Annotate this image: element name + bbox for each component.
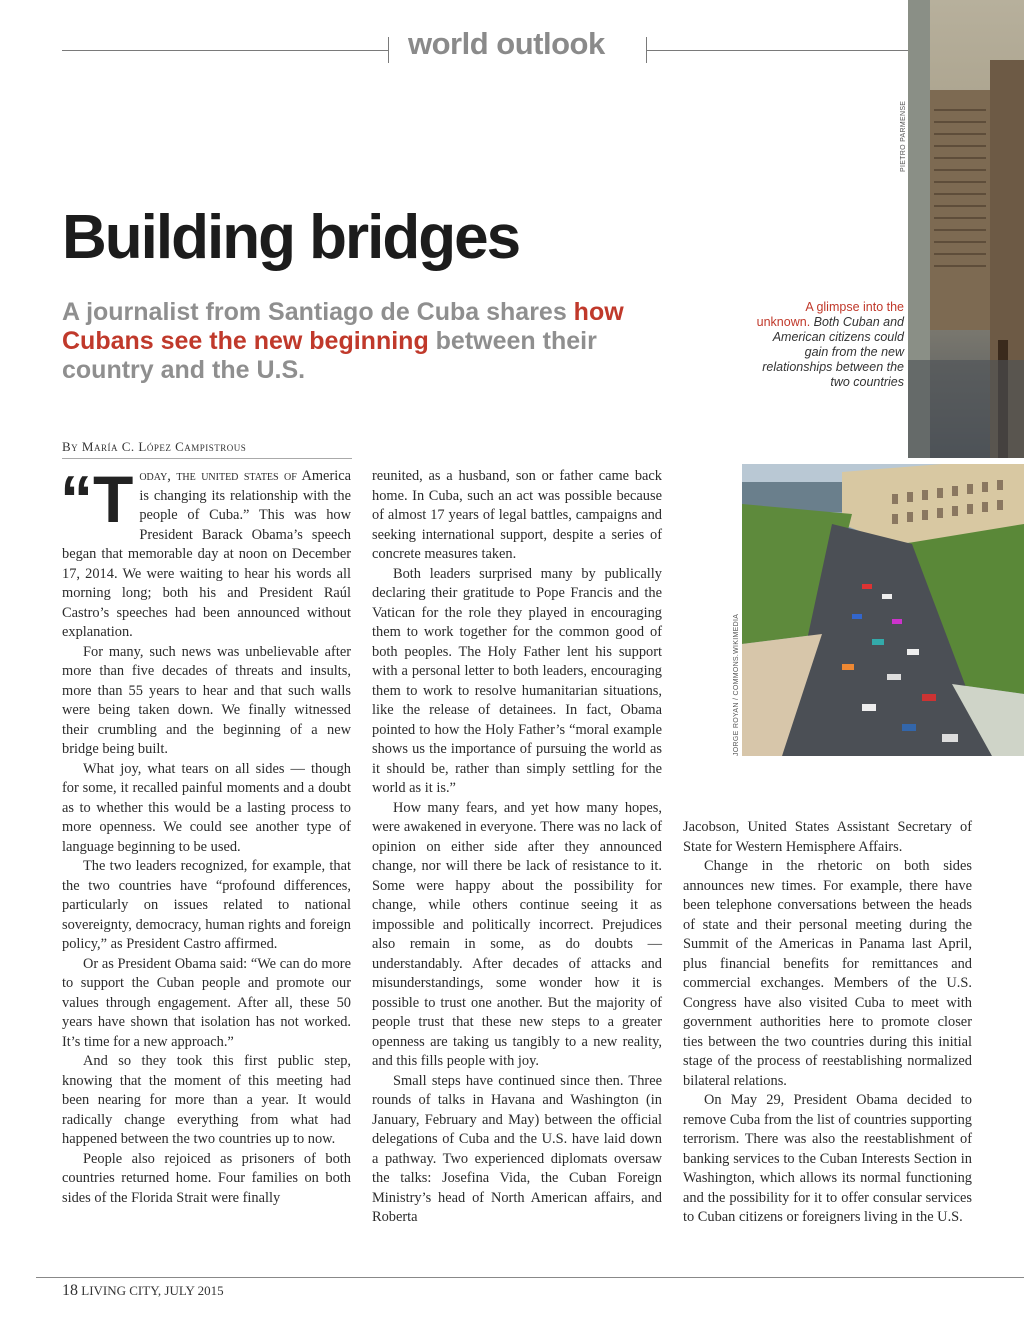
article-title: Building bridges	[62, 203, 520, 272]
paragraph-12: Jacobson, United States Assistant Secretary of State for Western Hemisphere Affairs.	[683, 819, 972, 855]
paragraph-1	[60, 462, 352, 643]
article-deck	[62, 298, 662, 385]
article-column-3	[683, 818, 972, 1228]
drop-cap: “T	[60, 462, 134, 536]
byline: By María C. López Campistrous	[62, 439, 247, 454]
paragraph-13: Change in the rhetoric on both sides announces new times. For example, there have been telephone conversations between the heads of state and their personal meeting during the Summit of the Americas in Panama last April, plus financial benefits for remittances and commercial exchanges. Members of the U.S. Congress have also visited Cuba to meet with government authorities here to promote closer ties between the two countries during this initial stage of the process of reestablishing normalized bilateral relations.	[683, 858, 972, 1089]
caption-lead: A glimpse into the unknown.	[756, 300, 904, 329]
paragraph-4: The two leaders recognized, for example, that the two countries have “profound differences, particularly on issues related to national sovereignty, democracy, human rights and foreign policy,” as President Castro affirmed.	[62, 858, 351, 952]
deck-highlight: how Cubans see the new beginning	[62, 298, 624, 355]
havana-street-photo	[742, 464, 1024, 756]
article-column-1	[60, 462, 352, 1208]
section-label: world outlook	[408, 26, 605, 61]
paragraph-14: On May 29, President Obama decided to remove Cuba from the list of countries supporting terrorism. There was also the reestablishment of banking services to the Cuban Interests Section in Washington, which allows its normal functioning and the possibility for it to offer consular services to Cuban citizens or foreigners living in the U.S.	[683, 1092, 972, 1225]
paragraph-2: For many, such news was unbelievable after more than five decades of threats and insults, more than 55 years to hear and that such walls were being taken down. We finally witnessed their crumbling and the beginning of a new bridge being built.	[62, 643, 351, 757]
footer-rule	[36, 1277, 1024, 1278]
doorway-photo	[908, 0, 1024, 458]
opening-text: America is changing its relationship with the people of Cuba.” This was how President Barack Obama’s speech began that memorable day at noon on December 17, 2014. We were waiting to hear his words all morning long; both his and President Raúl Castro’s speeches had been announced without explanation.	[62, 468, 352, 640]
byline-rule	[62, 458, 352, 459]
photo2-credit: JORGE ROYAN / COMMONS.WIKIMEDIA	[733, 613, 740, 756]
header-rule-left	[62, 50, 388, 51]
photo1-credit: PIETRO PARMENSE	[900, 100, 907, 172]
opening-smallcaps: oday, the united states of	[139, 468, 297, 484]
paragraph-5: Or as President Obama said: “We can do more to support the Cuban people and promote our values through engagement. After all, these 50 years have shown that isolation has not worked. It’s time for a new approach.”	[62, 955, 351, 1050]
paragraph-6: And so they took this first public step, knowing that the moment of this meeting had been nearing for more than a year. It would radically change everything from what had happened between the two countries up to now.	[62, 1053, 351, 1147]
paragraph-10: How many fears, and yet how many hopes, were awakened in everyone. There was no lack of opinion on either side after they announced change, nor will there be lack of resistance to it. Some were happy about the possibility for change, while others continue seeing it as impossible and politically incorrect. Prejudices also remain in some, as do doubts — understandably. After decades of attacks and misunderstandings, some wonder how it is possible to trust one another. But the majority of people trust that these new steps to a greater openness are taking us tangibly to a new reality, and this fills people with joy.	[372, 799, 662, 1069]
publication-line: LIVING CITY, JULY 2015	[81, 1283, 224, 1298]
paragraph-7: People also rejoiced as prisoners of both countries returned home. Four families on both sides of the Florida Strait were finally	[62, 1150, 351, 1206]
paragraph-11: Small steps have continued since then. Three rounds of talks in Havana and Washington (in January, February and May) between the official delegations of Cuba and the U.S. have laid down a pathway. Two experienced diplomats oversaw the talks: Josefina Vida, the Cuban Foreign Ministry’s head of North American affairs, and Roberta	[372, 1072, 662, 1225]
page-footer	[62, 1282, 224, 1300]
photo-caption	[754, 300, 904, 390]
header-tick-left	[388, 37, 389, 63]
paragraph-3: What joy, what tears on all sides — though for some, it recalled painful moments and a doubt as to whether this would be a lasting process to more openness. We could see another type of language beginning to be used.	[62, 760, 351, 855]
deck-part2: between their country and the U.S.	[62, 327, 597, 384]
header-rule-right	[646, 50, 908, 51]
deck-part1: A journalist from Santiago de Cuba shares	[62, 298, 574, 326]
paragraph-8: reunited, as a husband, son or father came back home. In Cuba, such an act was possible because of almost 17 years of legal battles, campaigns and seeking international support, despite a series of concrete measures taken.	[372, 468, 662, 562]
caption-text: Both Cuban and American citizens could gain from the new relationships between the two countries	[762, 315, 904, 389]
page-number: 18	[62, 1282, 78, 1299]
article-column-2	[372, 467, 662, 1228]
paragraph-9: Both leaders surprised many by publically declaring their gratitude to Pope Francis and the Vatican for the role they played in encouraging them to work together for the common good of both peoples. The Holy Father lent his support with a personal letter to both leaders, encouraging them to work to resolve humanitarian situations, like the release of detainees. In fact, Obama pointed to how the Holy Father’s “moral example shows us the importance of pursuing the world as it should be, rather than simply settling for the world as it is.”	[372, 565, 662, 796]
